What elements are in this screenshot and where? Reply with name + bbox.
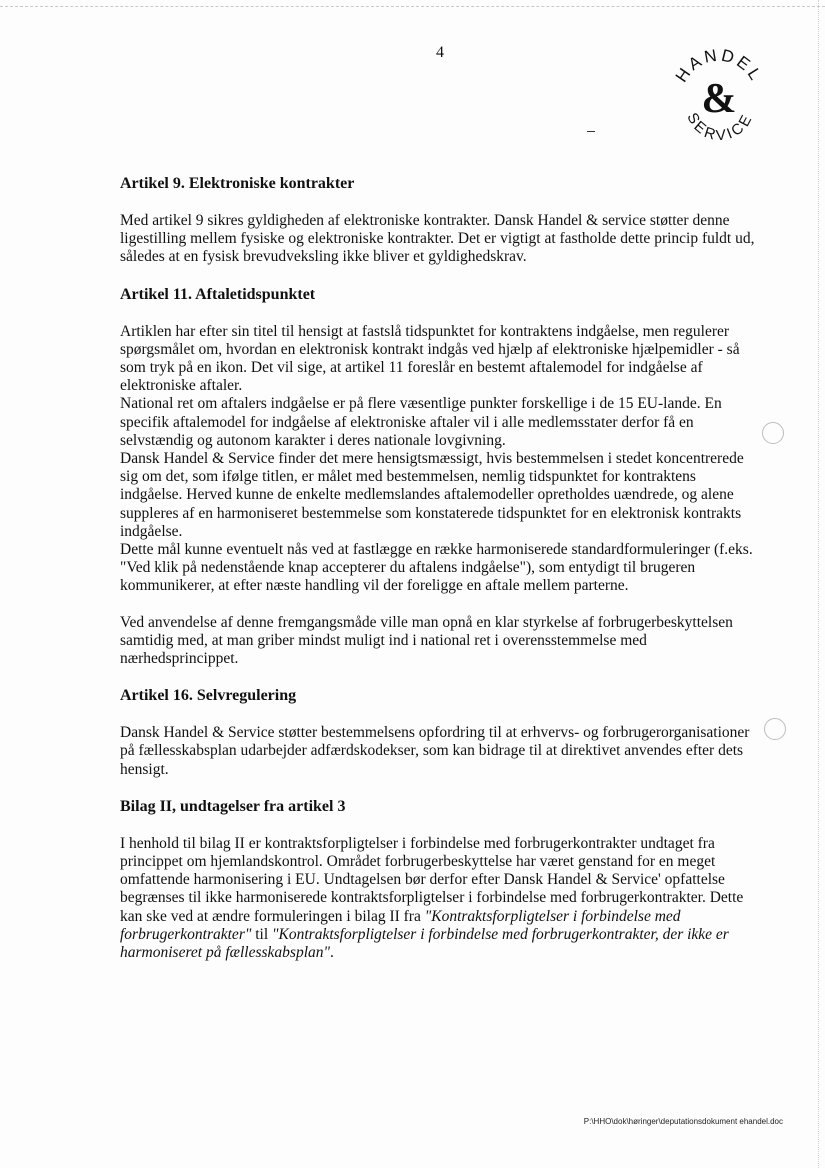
logo-dash: [587, 131, 595, 132]
paragraph-bilag-2: [120, 835, 760, 962]
paragraph-artikel-11-3: Dansk Handel & Service finder det mere hensigtsmæssigt, hvis bestemmelsen i stedet koncentrerede sig om det, som ifølge titlen, er målet med bestemmelsen, nemlig tidspunktet for kontraktens indgåelse. Herved kunne de enkelte medlemslandes aftalemodeller opretholdes uændrede, og alene suppleres af en harmoniseret bestemmelse som konstaterede tidspunktet for en elektronisk kontrakts indgåelse.: [120, 450, 744, 540]
logo-ampersand: &: [701, 76, 737, 122]
bilag-2-til: til: [251, 925, 273, 943]
paragraph-artikel-11-2: National ret om aftalers indgåelse er på flere væsentlige punkter forskellige i de 15 EU-lande. En specifik aftalemodel for indgåelse af elektroniske aftaler vil i alle medlemsstater derfor få en selvstændig og autonom karakter i deres nationale lovgivning.: [120, 395, 722, 449]
paragraph-artikel-11-1: Artiklen har efter sin titel til hensigt at fastslå tidspunktet for kontraktens indgåelse, men regulerer spørgsmålet om, hvordan en elektronisk kontrakt indgås ved hjælp af elektroniske hjælpemidler - så som tryk på en ikon. Det vil sige, at artikel 11 foreslår en bestemt aftalemodel for indgåelse af elektroniske aftaler.: [120, 322, 740, 395]
scan-edge-top: [0, 6, 825, 7]
heading-artikel-9: Artikel 9. Elektroniske kontrakter: [120, 175, 355, 192]
scan-edge-right: [818, 0, 819, 1168]
footer-file-path: P:\HHO\dok\høringer\deputationsdokument ehandel.doc: [583, 1117, 783, 1126]
bilag-2-quote-1: "Kontraktsforpligtelser i forbindelse med forbrugerkontrakter": [120, 907, 681, 943]
paragraph-artikel-16: Dansk Handel & Service støtter bestemmelsens opfordring til at erhvervs- og forbrugerorganisationer på fællesskabsplan udarbejder adfærdskodekser, som kan bidrage til at direktivet anvendes efter dets hensigt.: [120, 724, 750, 778]
paragraph-artikel-11-5: Ved anvendelse af denne fremgangsmåde ville man opnå en klar styrkelse af forbrugerbeskyttelsen samtidig med, at man griber mindst muligt ind i national ret i overensstemmelse med nærhedsprincippet.: [120, 613, 733, 668]
logo-bottom-text: SERVICE: [683, 110, 757, 145]
heading-bilag-2: Bilag II, undtagelser fra artikel 3: [120, 797, 346, 815]
heading-artikel-11: Artikel 11. Aftaletidspunktet: [120, 285, 316, 303]
punch-hole: [762, 422, 784, 444]
logo-top-text: HANDEL: [671, 45, 767, 86]
bilag-2-quote-2: "Kontraktsforpligtelser i forbindelse med forbrugerkontrakter, der ikke er harmoniseret på fællesskabsplan": [120, 925, 729, 962]
bilag-2-end: .: [330, 944, 334, 962]
page-number: 4: [436, 44, 444, 61]
bilag-2-text: I henhold til bilag II er kontraktsforpligtelser i forbindelse med forbrugerkontrakter undtaget fra princippet om hjemlandskontrol. Området forbrugerbeskyttelse har været genstand for en meget omfattende harmonisering i EU. Undtagelsen bør derfor efter Dansk Handel & Service' opfattelse begrænses til ikke harmoniserede kontraktsforpligtelser i forbindelse med forbrugerkontrakter. Dette kan ske ved at ændre formuleringen i bilag II fra: [120, 834, 744, 925]
heading-artikel-16: Artikel 16. Selvregulering: [120, 687, 297, 705]
handel-service-logo: [664, 40, 774, 150]
paragraph-artikel-11-4: Dette mål kunne eventuelt nås ved at fastlægge en række harmoniserede standardformuleringer (f.eks. "Ved klik på nedenstående knap accepterer du aftalens indgåelse"), som entydigt til brugeren kommunikerer, at efter næste handling vil der foreligge en aftale mellem parterne.: [120, 541, 753, 595]
document-body: [120, 174, 760, 980]
paragraph-artikel-9: Med artikel 9 sikres gyldigheden af elektroniske kontrakter. Dansk Handel & service støtter denne ligestilling mellem fysiske og elektroniske kontrakter. Det er vigtigt at fastholde dette princip fuldt ud, således at en fysisk brevudveksling ikke bliver et gyldighedskrav.: [120, 212, 755, 266]
punch-hole: [764, 718, 786, 740]
